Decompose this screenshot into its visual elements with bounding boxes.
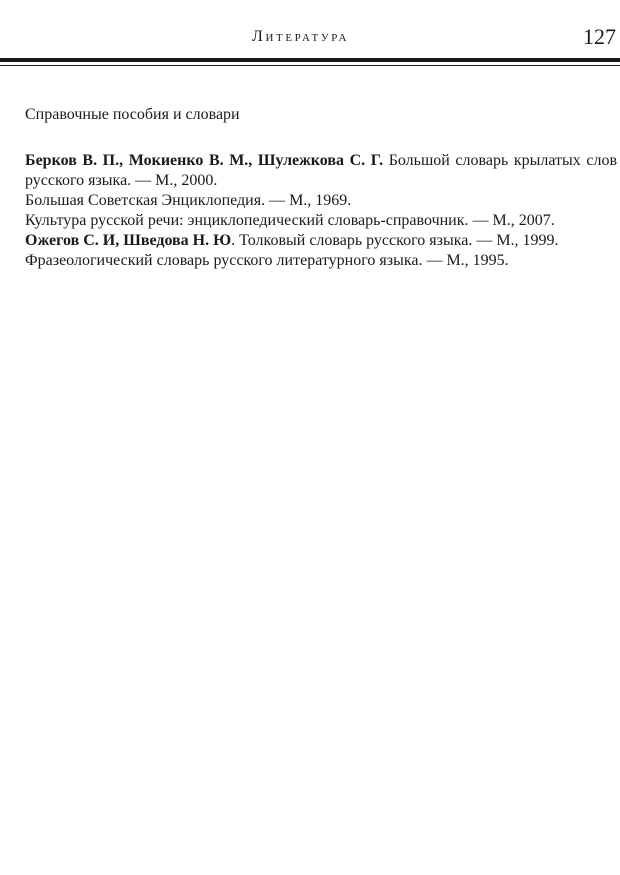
reference-authors: Ожегов С. И, Шведова Н. Ю [25, 232, 232, 249]
header-rule-thick [0, 58, 620, 62]
running-header [0, 22, 620, 52]
section-title: Литература [252, 28, 350, 45]
reference-entry [25, 231, 617, 251]
reference-text: Большая Советская Энциклопедия. — М., 1969. [25, 192, 352, 209]
reference-entry [25, 151, 617, 191]
reference-text: Большой словарь крылатых слов русского языка. — М., 2000. [25, 152, 618, 189]
header-rule-thin [0, 65, 620, 66]
reference-text: Культура русской речи: энциклопедический словарь-справочник. — М., 2007. [25, 212, 555, 229]
section-heading: Справочные пособия и словари [25, 106, 240, 123]
reference-text: Фразеологический словарь русского литературного языка. — М., 1995. [25, 252, 509, 269]
page-number: 127 [583, 24, 616, 49]
reference-authors: Берков В. П., Мокиенко В. М., Шулежкова С. Г. [25, 152, 384, 169]
reference-entry [25, 211, 617, 231]
reference-entry [25, 191, 617, 211]
reference-text: . Толковый словарь русского языка. — М., 1999. [231, 232, 559, 249]
reference-entry [25, 251, 617, 271]
main-content [25, 105, 617, 271]
